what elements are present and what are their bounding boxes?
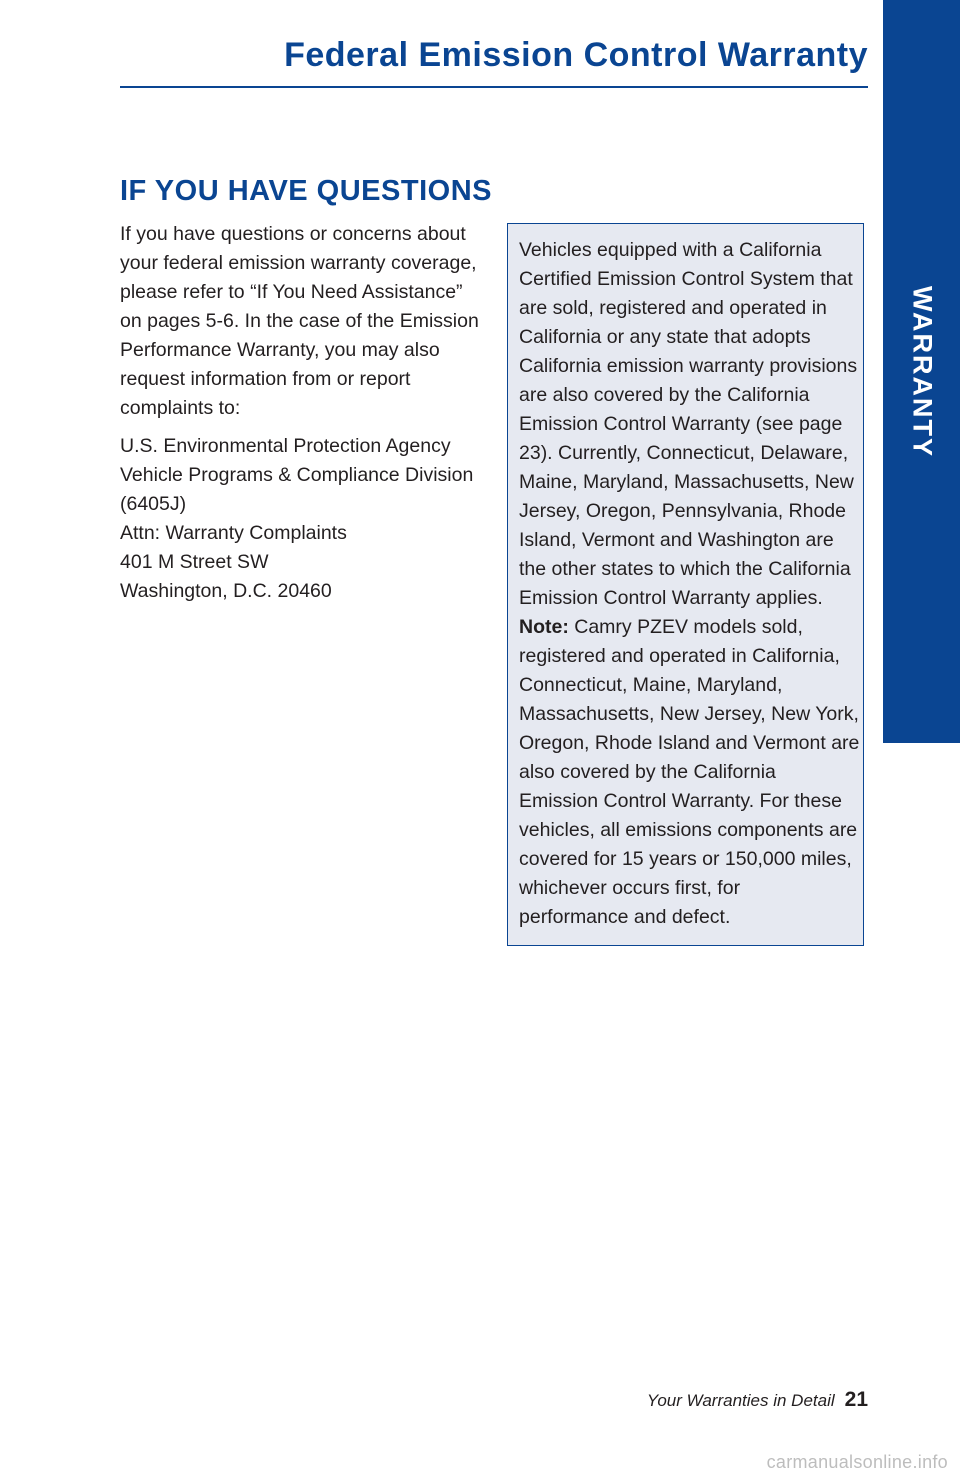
page-number: 21 [844,1388,868,1411]
epa-address [120,432,480,606]
page-title: Federal Emission Control Warranty [284,36,868,74]
intro-line: If you have questions or concerns about [120,223,466,245]
note-line: also covered by the California [519,761,776,783]
note-line: Connecticut, Maine, Maryland, [519,674,783,696]
california-warranty-callout [507,223,864,946]
note-line: Oregon, Rhode Island and Vermont are [519,732,860,754]
address-line: Vehicle Programs & Compliance Division [120,464,474,486]
callout-line: the other states to which the California [519,558,851,580]
intro-line: complaints to: [120,397,241,419]
address-line: Washington, D.C. 20460 [120,580,332,602]
footer-section-title: Your Warranties in Detail [646,1391,835,1410]
address-line: U.S. Environmental Protection Agency [120,435,451,457]
callout-line: California emission warranty provisions [519,355,858,377]
note-first-line [519,613,863,642]
note-line: registered and operated in California, [519,645,840,667]
note-label: Note: [519,616,569,638]
callout-line: Vehicles equipped with a California [519,239,822,261]
intro-line: your federal emission warranty coverage, [120,252,477,274]
intro-line: Performance Warranty, you may also [120,339,440,361]
intro-line: request information from or report [120,368,411,390]
callout-line: are also covered by the California [519,384,810,406]
callout-line: Maine, Maryland, Massachusetts, New [519,471,854,493]
callout-line: 23). Currently, Connecticut, Delaware, [519,442,849,464]
note-line: Massachusetts, New Jersey, New York, [519,703,859,725]
site-watermark: carmanualsonline.info [766,1452,948,1472]
callout-line: Emission Control Warranty (see page [519,413,843,435]
callout-line: Emission Control Warranty applies. [519,587,823,609]
callout-line: are sold, registered and operated in [519,297,827,319]
callout-line: Island, Vermont and Washington are [519,529,834,551]
intro-line: on pages 5-6. In the case of the Emission [120,310,479,332]
note-line: Emission Control Warranty. For these [519,790,842,812]
note-line: whichever occurs first, for [519,877,741,899]
intro-paragraph [120,220,480,423]
address-line: (6405J) [120,493,187,515]
section-tab-label: WARRANTY [907,286,937,458]
note-line: performance and defect. [519,906,731,928]
page-footer [647,1388,868,1412]
intro-line: please refer to “If You Need Assistance” [120,281,463,303]
callout-line: Certified Emission Control System that [519,268,853,290]
questions-body [120,220,480,615]
address-line: 401 M Street SW [120,551,269,573]
header-divider [120,86,868,88]
callout-line: California or any state that adopts [519,326,811,348]
note-text: Camry PZEV models sold, [568,616,803,638]
section-heading: IF YOU HAVE QUESTIONS [120,175,492,207]
note-line: vehicles, all emissions components are [519,819,858,841]
address-line: Attn: Warranty Complaints [120,522,347,544]
note-line: covered for 15 years or 150,000 miles, [519,848,852,870]
callout-line: Jersey, Oregon, Pennsylvania, Rhode [519,500,846,522]
section-tab [883,0,960,743]
